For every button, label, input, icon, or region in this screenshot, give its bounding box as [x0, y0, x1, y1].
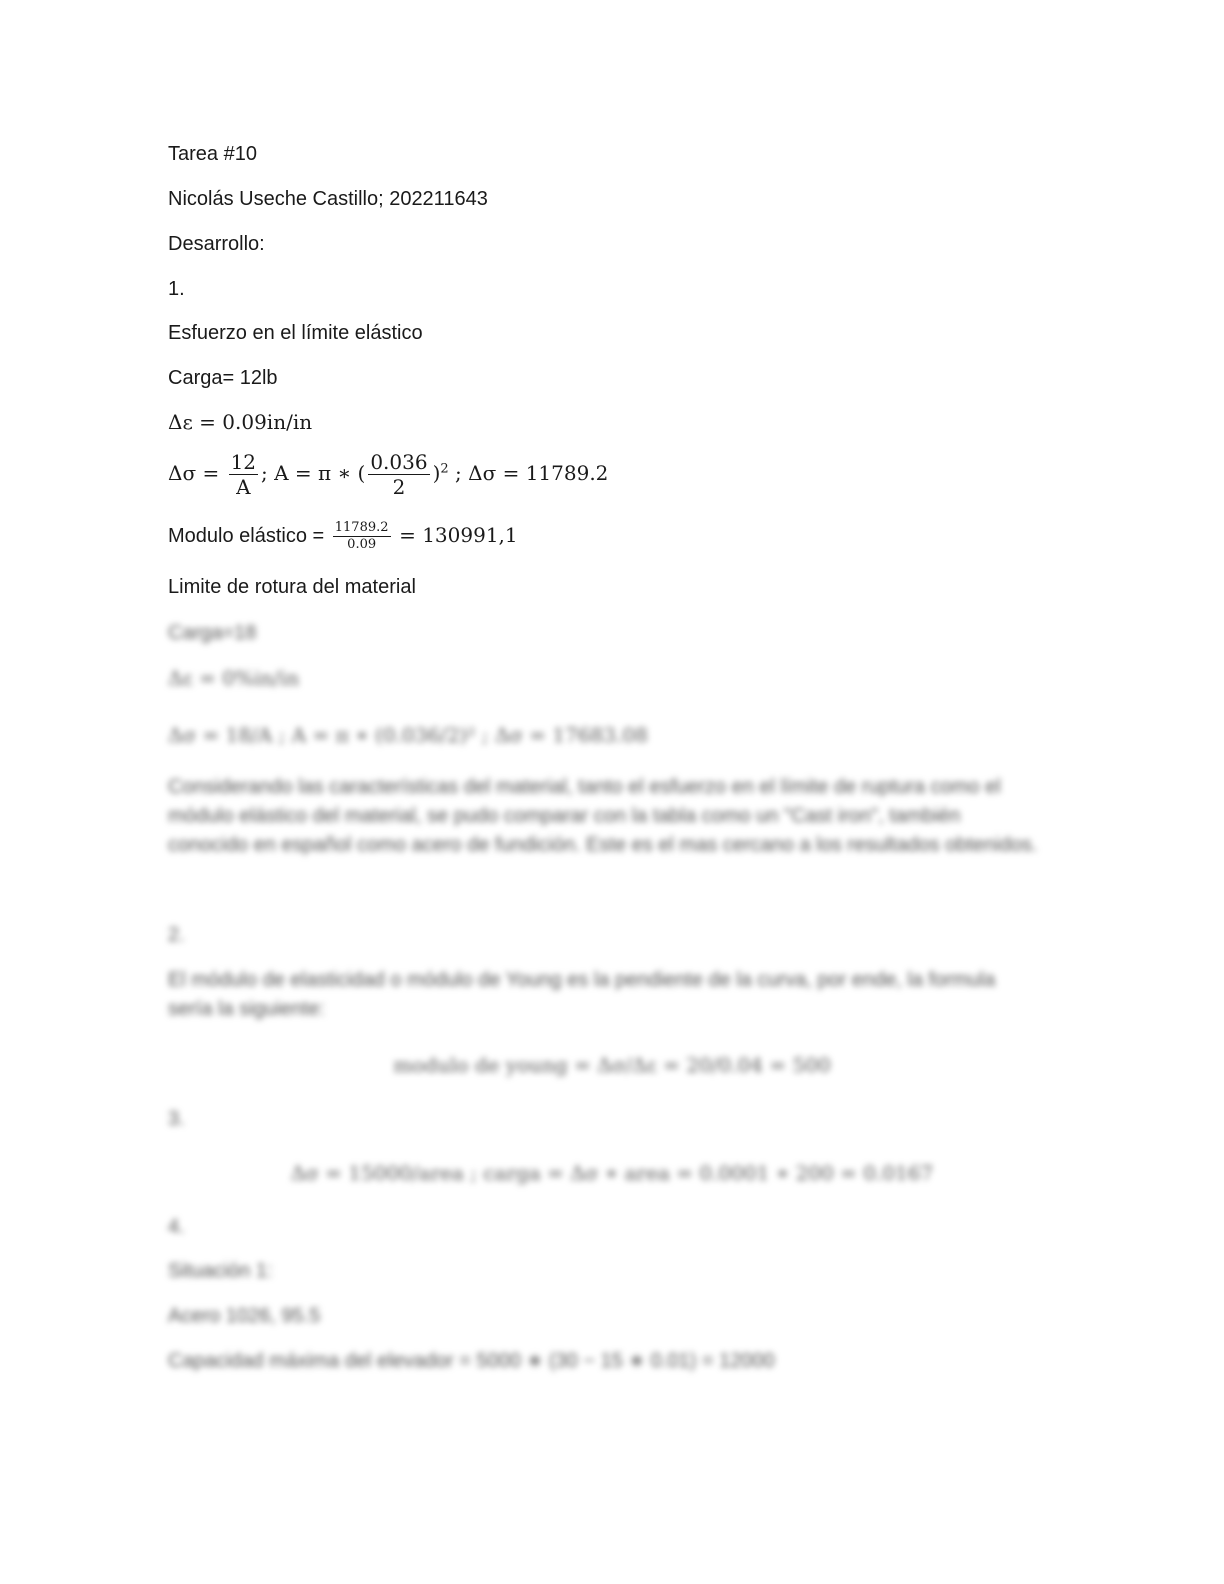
- blurred-carga-line: Carga=18: [168, 622, 257, 644]
- fraction-numerator: 11789.2: [334, 520, 389, 535]
- item-number-1: 1.: [168, 278, 185, 300]
- blurred-acero-line: Acero 1026, 95.5: [168, 1305, 321, 1327]
- fraction-denominator: 2: [392, 475, 406, 499]
- blurred-capacidad-line: Capacidad máxima del elevador = 5000 ∗ (30 − 15 ∗ 0.01) = 12000: [168, 1350, 775, 1372]
- item-number-2: 2.: [168, 924, 185, 946]
- blurred-young-paragraph: El módulo de elasticidad o módulo de Young es la pendiente de la curva, por ende, la formula sería la siguiente:: [168, 969, 996, 1020]
- delta-sigma-equation: [168, 450, 608, 499]
- eq-lhs: Δσ =: [168, 461, 220, 485]
- fraction-numerator: 0.036: [370, 450, 428, 474]
- blurred-sigma-equation: Δσ = 18/A ; A = π ∗ (0.036/2)² ; Δσ = 17683.08: [168, 723, 648, 747]
- section-heading: Desarrollo:: [168, 233, 265, 255]
- blurred-young-equation: modulo de young = Δσ/Δε = 20/0.04 = 500: [393, 1053, 831, 1077]
- eq-area-expression: ; A = π ∗ (: [261, 461, 366, 485]
- modulo-label: Modulo elástico =: [168, 524, 325, 547]
- blurred-conclusion-paragraph: Considerando las características del material, tanto el esfuerzo en el límite de ruptura como el módulo elástico del material, se pudo comparar con la tabla como un "Cast iron", también conocido en español como acero de fundición. Este es el mas cercano a los resultados obtenidos.: [168, 776, 1038, 856]
- fraction-numerator: 12: [230, 450, 257, 474]
- fraction-load-area: [229, 450, 258, 499]
- item-number-4: 4.: [168, 1216, 185, 1238]
- document-title: Tarea #10: [168, 143, 257, 165]
- eq-exponent: 2: [440, 461, 449, 477]
- blurred-epsilon-equation: Δε = 0%in/in: [168, 666, 300, 690]
- fraction-modulo: [333, 520, 391, 553]
- fraction-denominator: A: [236, 475, 251, 499]
- fraction-denominator: 0.09: [347, 537, 377, 552]
- blurred-situacion-line: Situación 1:: [168, 1260, 273, 1282]
- blurred-equation-3: Δσ = 15000/area ; carga = Δσ ∗ area = 0.0001 ∗ 200 = 0.0167: [290, 1161, 934, 1185]
- author-line: Nicolás Useche Castillo; 202211643: [168, 188, 488, 210]
- carga-line: Carga= 12lb: [168, 367, 278, 389]
- fraction-diameter: [368, 450, 429, 499]
- esfuerzo-heading: Esfuerzo en el límite elástico: [168, 322, 423, 344]
- modulo-elastico-line: [168, 520, 518, 553]
- eq-close-paren: ): [432, 461, 441, 485]
- delta-epsilon-equation: Δε = 0.09in/in: [168, 410, 313, 434]
- modulo-result: = 130991,1: [399, 522, 518, 547]
- item-number-3: 3.: [168, 1108, 185, 1130]
- eq-result: ; Δσ = 11789.2: [455, 461, 609, 485]
- limite-rotura-heading: Limite de rotura del material: [168, 576, 416, 598]
